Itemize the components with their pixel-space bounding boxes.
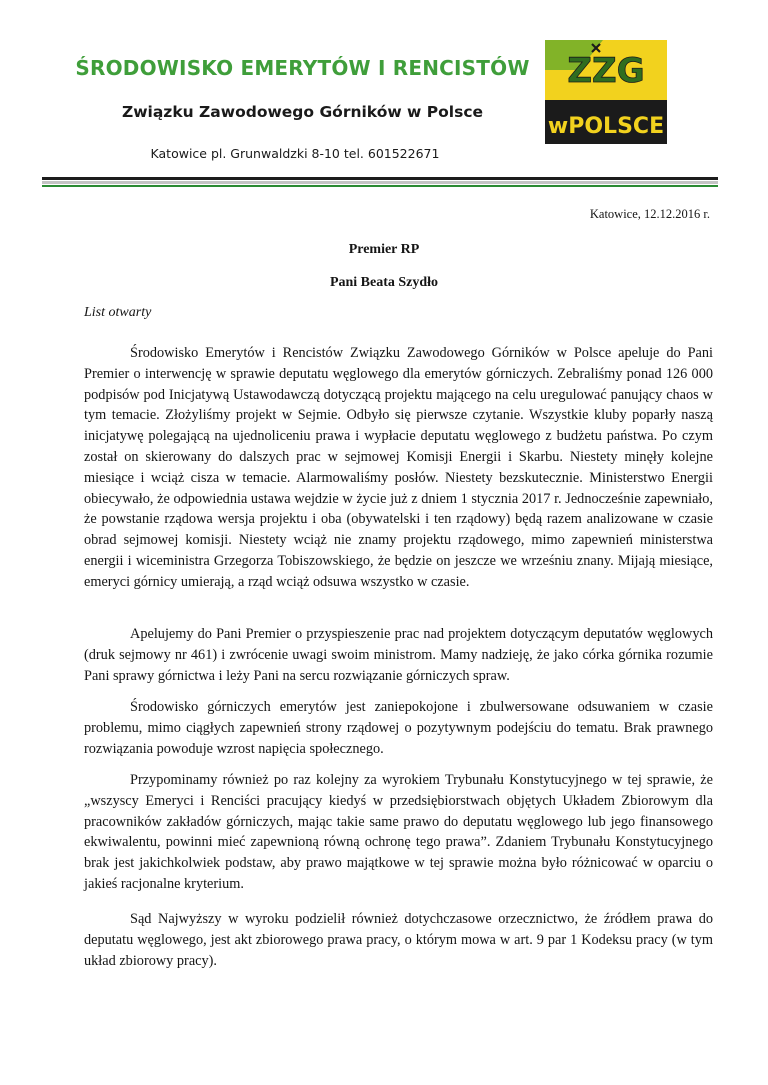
body-paragraph-1: Środowisko Emerytów i Rencistów Związku Zawodowego Górników w Polsce apeluje do Pani Premier o interwencję w sprawie deputatu węglowego dla emerytów górniczych. Zebraliśmy ponad 126 000 podpisów pod Inicjatywą Ustawodawczą dotyczącą projektu mającego na celu uregulować panujący chaos w tym temacie. Złożyliśmy projekt w Sejmie. Odbyło się pierwsze czytanie. Wszystkie kluby poparły naszą inicjatywę polegającą na ujednoliceniu prawa i wypłacie deputatu węglowego z budżetu państwa. Po czym został on skierowany do dalszych prac w sejmowej Komisji Energii i Skarbu. Niestety minęły kolejne miesiące i wciąż cisza w temacie. Alarmowaliśmy posłów. Niestety bezskutecznie. Ministerstwo Energii obiecywało, że odpowiednia ustawa wejdzie w życie już z dniem 1 stycznia 2017 r. Jednocześnie zapewniało, że powstanie rządowa wersja projektu i oba (obywatelski i ten rządowy) będą razem analizowane w czasie obrad sejmowej komisji. Niestety wciąż nie znamy projektu rządowego, mimo zapewnień ministerstwa energii i wiceministra Grzegorza Tobiszowskiego, że będzie on jeszcze we wrześniu znany. Mijają miesiące, emeryci górnicy umierają, a rząd wciąż odsuwa wszystko w czasie.: [84, 345, 713, 590]
logo-text-top: ZZG: [567, 51, 645, 91]
body-paragraph-4: Przypominamy również po raz kolejny za wyrokiem Trybunału Konstytucyjnego w tej sprawie, że „wszyscy Emeryci i Renciści pracujący kiedyś w przedsiębiorstwach objętych Układem Zbiorowym dla pracowników zakładów górniczych, mając takie same prawo do deputatu węglowego lub jego finansowego ekwiwalentu, powinni mieć zapewnioną równą ochronę tego prawa”. Zdaniem Trybunału Konstytucyjnego brak jest jakichkolwiek podstaw, aby prawo majątkowe w tej sprawie można było różnicować w oparciu o jakieś racjonalne kryterium.: [84, 772, 713, 892]
body-paragraph-2: Apelujemy do Pani Premier o przyspieszenie prac nad projektem dotyczącym deputatów węglowych (druk sejmowy nr 461) i zwrócenie uwagi swoim ministrom. Mamy nadzieję, że jako córka górnika rozumie Pani sprawy górnictwa i leży Pani na sercu rozwiązanie górniczych spraw.: [84, 626, 713, 684]
letterhead-address: Katowice pl. Grunwaldzki 8-10 tel. 601522671: [150, 146, 440, 161]
body-paragraph-3: Środowisko górniczych emerytów jest zaniepokojone i zbulwersowane odsuwaniem w czasie problemu, mimo ciągłych zapewnień strony rządowej o pozytywnym podejściu do tematu. Brak prawnego rozwiązania powoduje wzrost napięcia społecznego.: [84, 699, 713, 757]
recipient-line-1: Premier RP: [348, 242, 420, 257]
zzg-logo: [545, 40, 667, 144]
letter-date: Katowice, 12.12.2016 r.: [589, 207, 710, 221]
body-paragraph-5: Sąd Najwyższy w wyroku podzielił również dotychczasowe orzecznictwo, że źródłem prawa do deputatu węglowego, jest akt zbiorowego prawa pracy, o którym mowa w art. 9 par 1 Kodeksu pracy (w tym układ zbiorowy pracy).: [84, 911, 713, 969]
letterhead-subtitle: Związku Zawodowego Górników w Polsce: [121, 103, 484, 121]
letter-type: List otwarty: [84, 305, 152, 320]
logo-text-bottom: wPOLSCE: [547, 114, 665, 139]
header-divider: [42, 177, 718, 188]
recipient-line-2: Pani Beata Szydło: [329, 275, 439, 290]
letterhead-title: ŚRODOWISKO EMERYTÓW I RENCISTÓW: [75, 56, 530, 80]
